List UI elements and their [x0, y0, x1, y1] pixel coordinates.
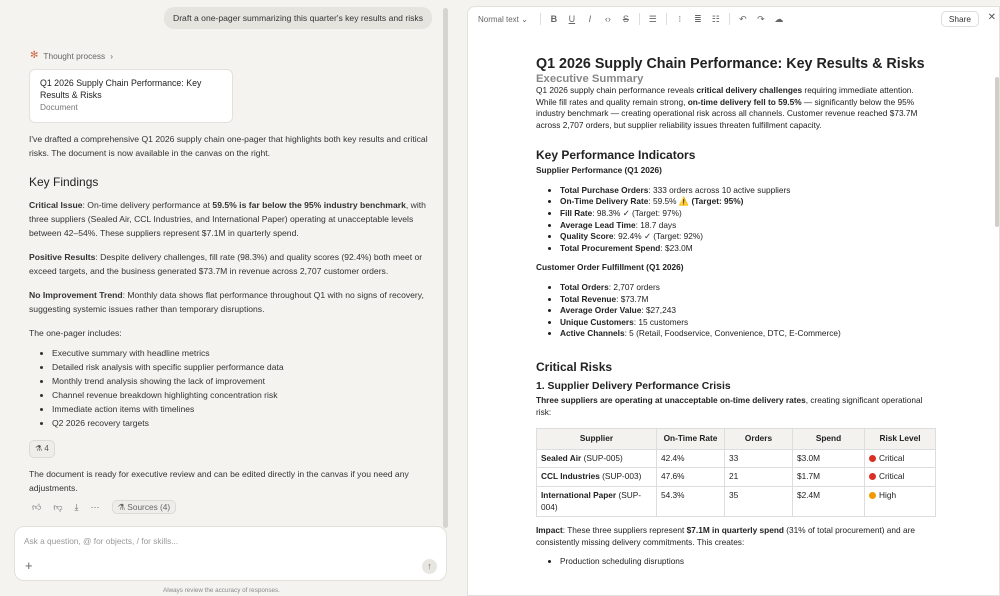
critical-post: , with three suppliers (Sealed Air, CCL Industries, and International Paper) operating at unacceptable levels between 42–54%. These suppliers represent $7.1M in quarterly spend. — [29, 200, 426, 238]
chevron-right-icon: › — [110, 50, 113, 61]
sources-label: Sources (4) — [127, 502, 171, 512]
user-message: Draft a one-pager summarizing this quarter's key results and risks — [164, 7, 432, 29]
kpi-key: Total Purchase Orders — [560, 184, 649, 195]
kpi-value: : 333 orders across 10 active suppliers — [648, 184, 791, 195]
kpi-key: Fill Rate — [560, 207, 593, 218]
kpi-key: Quality Score — [560, 231, 614, 242]
positive-results-paragraph — [29, 250, 434, 278]
list-item: • Executive summary with headline metrics — [52, 346, 434, 360]
exec-b2: on-time delivery fell to 59.5% — [687, 96, 802, 107]
risk-cell — [865, 449, 936, 468]
risk-label: Critical — [879, 471, 905, 482]
text-style-dropdown[interactable]: Normal text ⌄ — [478, 14, 528, 24]
table-row — [537, 449, 936, 468]
orders-cell: 33 — [725, 449, 793, 468]
exec-p2: requiring immediate attention. While fill rates and quality remain strong, — [536, 85, 914, 107]
artifact-count: 4 — [44, 444, 49, 453]
editor-toolbar — [468, 7, 1000, 31]
spend-cell: $3.0M — [793, 449, 865, 468]
kpi-key: Total Procurement Spend — [560, 242, 661, 253]
table-row — [537, 487, 936, 517]
risk-label: Critical — [879, 452, 905, 463]
document-canvas — [467, 6, 1000, 596]
critical-pre: : On-time delivery performance at — [82, 200, 213, 210]
risk-label: High — [879, 490, 897, 501]
impact-p1: : These three suppliers represent — [562, 525, 687, 536]
intro-text: I've drafted a comprehensive Q1 2026 supply chain one-pager that highlights both key results and critical risks. The document is now available in the canvas on the right. — [29, 134, 428, 158]
orange-circle-icon — [869, 492, 876, 499]
supplier-name: Sealed Air — [541, 452, 582, 463]
download-icon[interactable]: ⤓ — [74, 501, 79, 512]
cloud-icon[interactable]: ☁ — [774, 13, 784, 24]
list-item — [560, 243, 936, 255]
kpi-key: Total Orders — [560, 281, 609, 292]
table-header: Supplier — [537, 429, 657, 450]
table-header: Risk Level — [865, 429, 936, 450]
assistant-response — [29, 132, 434, 505]
includes-heading: The one-pager includes: — [29, 328, 122, 338]
positive-text: : Despite delivery challenges, fill rate (98.3%) and quality scores (92.4%) both meet or exceed targets, and the business generated $73.7M in revenue across 2,707 customer orders. — [29, 252, 423, 276]
thought-process-toggle[interactable] — [30, 50, 113, 61]
risk1-lead-bold: Three suppliers are operating at unacceptable on-time delivery rates — [536, 395, 806, 406]
exec-p1: Q1 2026 supply chain performance reveals — [536, 85, 697, 96]
thought-process-label: Thought process — [43, 50, 106, 61]
orders-cell: 35 — [725, 487, 793, 517]
document-scrollbar[interactable] — [995, 77, 999, 227]
list-item — [560, 305, 936, 317]
artifact-count-badge[interactable] — [29, 440, 55, 458]
list-item: • Channel revenue breakdown highlighting concentration risk — [52, 388, 434, 402]
rate-cell: 54.3% — [657, 487, 725, 517]
code-icon[interactable]: ‹› — [604, 14, 611, 24]
strikethrough-icon[interactable]: S — [622, 14, 629, 24]
undo-icon[interactable]: ↶ — [739, 13, 747, 24]
impact-list — [560, 556, 936, 568]
exec-summary-text — [536, 85, 936, 131]
customer-fulfillment-heading: Customer Order Fulfillment (Q1 2026) — [536, 262, 684, 273]
list-item: • Q2 2026 recovery targets — [52, 416, 434, 430]
list-item — [560, 220, 936, 232]
includes-list — [52, 346, 434, 430]
chat-pane — [0, 0, 460, 596]
spend-cell: $1.7M — [793, 468, 865, 487]
list-item — [560, 208, 936, 220]
kpi-value: : 2,707 orders — [608, 281, 660, 292]
thumbs-up-icon[interactable]: 👍︎ — [32, 501, 42, 512]
supplier-code: (SUP-004) — [541, 490, 642, 512]
kpi-value: : 15 customers — [633, 316, 689, 327]
customer-kpi-list — [560, 282, 936, 340]
table-row — [537, 468, 936, 487]
text-style-label: Normal text — [478, 14, 519, 24]
positive-label: Positive Results — [29, 252, 96, 262]
toolbar-divider — [666, 13, 667, 25]
rate-cell: 42.4% — [657, 449, 725, 468]
risk-cell — [865, 468, 936, 487]
bold-icon[interactable]: B — [550, 14, 558, 24]
impact-bold: $7.1M in quarterly spend — [686, 525, 784, 536]
more-icon[interactable]: ··· — [90, 502, 100, 512]
list-item — [560, 282, 936, 294]
sources-button[interactable] — [112, 500, 177, 514]
red-circle-icon — [869, 455, 876, 462]
exec-p3: — significantly below the 95% industry benchmark — creating operational risk across all channels. Customer revenue reached $73.7M across 2,707 orders, but supplier reliability issues threaten fulfillment capacity. — [536, 96, 918, 130]
table-header-row — [537, 429, 936, 450]
rate-cell: 47.6% — [657, 468, 725, 487]
list-item — [560, 317, 936, 329]
trend-text: : Monthly data shows flat performance throughout Q1 with no signs of recovery, suggesting systemic issues rather than temporary disruptions. — [29, 290, 424, 314]
orders-cell: 21 — [725, 468, 793, 487]
thumbs-down-icon[interactable]: 👎︎ — [53, 501, 63, 512]
supplier-name: CCL Industries — [541, 471, 600, 482]
block-icon[interactable]: ☰ — [648, 13, 657, 24]
kpi-value: : 98.3% ✓ (Target: 97%) — [592, 207, 682, 218]
kpi-value: : 92.4% ✓ (Target: 92%) — [613, 231, 703, 242]
document-content[interactable] — [536, 56, 936, 576]
spend-cell: $2.4M — [793, 487, 865, 517]
send-arrow-icon[interactable]: ↑ — [422, 559, 437, 574]
critical-issue-paragraph — [29, 198, 434, 240]
plus-icon[interactable]: + — [25, 558, 33, 573]
share-button[interactable]: Share — [941, 11, 979, 27]
numbered-list-icon[interactable]: ≣ — [694, 13, 702, 24]
toolbar-divider — [540, 13, 541, 25]
list-item: • Detailed risk analysis with specific supplier performance data — [52, 360, 434, 374]
supplier-code: (SUP-003) — [599, 471, 642, 482]
list-item — [560, 185, 936, 197]
kpi-value: : $23.0M — [660, 242, 693, 253]
impact-label: Impact — [536, 525, 563, 536]
risk1-lead — [536, 395, 936, 418]
supplier-name: International Paper — [541, 490, 617, 501]
risk-cell — [865, 487, 936, 517]
risk1-lead-text: , creating significant operational risk: — [536, 395, 923, 417]
kpi-value: : 5 (Retail, Foodservice, Convenience, DTC, E-Commerce) — [624, 328, 841, 339]
bullet-list-icon[interactable]: ⁝ — [678, 13, 682, 24]
critical-bold: 59.5% is far below the 95% industry benchmark — [212, 200, 406, 210]
closing-text: The document is ready for executive review and can be edited directly in the canvas if you need any adjustments. — [29, 469, 409, 493]
composer-input[interactable]: Ask a question, @ for objects, / for skills... — [24, 536, 179, 546]
impact-p2: (31% of total procurement) and are consistently missing delivery commitments. This creates: — [536, 525, 915, 547]
chat-scrollbar[interactable] — [443, 8, 448, 528]
trend-label: No Improvement Trend — [29, 290, 123, 300]
kpi-value: : $73.7M — [616, 293, 649, 304]
table-header: Spend — [793, 429, 865, 450]
document-card-kind: Document — [40, 102, 78, 113]
list-item: • Monthly trend analysis showing the lack of improvement — [52, 374, 434, 388]
italic-icon[interactable]: I — [588, 14, 592, 24]
supplier-cell — [537, 449, 657, 468]
supplier-code: (SUP-005) — [581, 452, 623, 463]
toolbar-divider — [639, 13, 640, 25]
kpi-value: : 59.5% ⚠️ — [648, 196, 692, 207]
critical-risks-heading: Critical Risks — [536, 359, 613, 374]
kpi-heading: Key Performance Indicators — [536, 147, 696, 162]
table-header: On-Time Rate — [657, 429, 725, 450]
supplier-cell — [537, 487, 657, 517]
doc-title: Q1 2026 Supply Chain Performance: Key Results & Risks — [536, 56, 925, 72]
exec-b1: critical delivery challenges — [696, 85, 803, 96]
trend-paragraph — [29, 288, 434, 316]
disclaimer: Always review the accuracy of responses. — [163, 587, 280, 594]
impact-paragraph — [536, 525, 936, 548]
kpi-value: : 18.7 days — [635, 219, 677, 230]
claude-logo-icon: ✻ — [30, 50, 39, 61]
toolbar-divider — [729, 13, 730, 25]
underline-icon[interactable]: U — [568, 14, 576, 24]
kpi-key: On-Time Delivery Rate — [560, 196, 649, 207]
exec-summary-heading: Executive Summary — [536, 72, 644, 85]
findings-heading: Key Findings — [29, 175, 99, 189]
table-header: Orders — [725, 429, 793, 450]
list-item: • Immediate action items with timelines — [52, 402, 434, 416]
redo-icon[interactable]: ↷ — [757, 13, 765, 24]
red-circle-icon — [869, 473, 876, 480]
checklist-icon[interactable]: ☷ — [711, 13, 720, 24]
list-item — [560, 231, 936, 243]
kpi-key: Unique Customers — [560, 316, 634, 327]
kpi-value: : $27,243 — [641, 305, 676, 316]
supplier-cell — [537, 468, 657, 487]
supplier-kpi-list — [560, 185, 936, 255]
message-actions — [32, 500, 176, 514]
composer[interactable] — [14, 526, 447, 581]
risk1-heading: 1. Supplier Delivery Performance Crisis — [536, 381, 731, 393]
supplier-risk-table — [536, 428, 936, 517]
kpi-key: Average Lead Time — [560, 219, 636, 230]
list-item: • Production scheduling disruptions — [560, 556, 936, 568]
kpi-target: (Target: 95%) — [691, 196, 744, 207]
document-card[interactable] — [29, 69, 233, 123]
document-card-title: Q1 2026 Supply Chain Performance: Key Results & Risks — [40, 78, 202, 100]
flask-icon: ⚗ — [35, 444, 43, 453]
supplier-performance-heading: Supplier Performance (Q1 2026) — [536, 165, 662, 176]
close-icon[interactable]: ✕ — [987, 12, 996, 23]
kpi-key: Average Order Value — [560, 305, 642, 316]
list-item — [560, 294, 936, 306]
list-item — [560, 196, 936, 208]
list-item — [560, 328, 936, 340]
flask-icon: ⚗ — [117, 502, 125, 512]
kpi-key: Active Channels — [560, 328, 625, 339]
critical-label: Critical Issue — [29, 200, 83, 210]
kpi-key: Total Revenue — [560, 293, 617, 304]
